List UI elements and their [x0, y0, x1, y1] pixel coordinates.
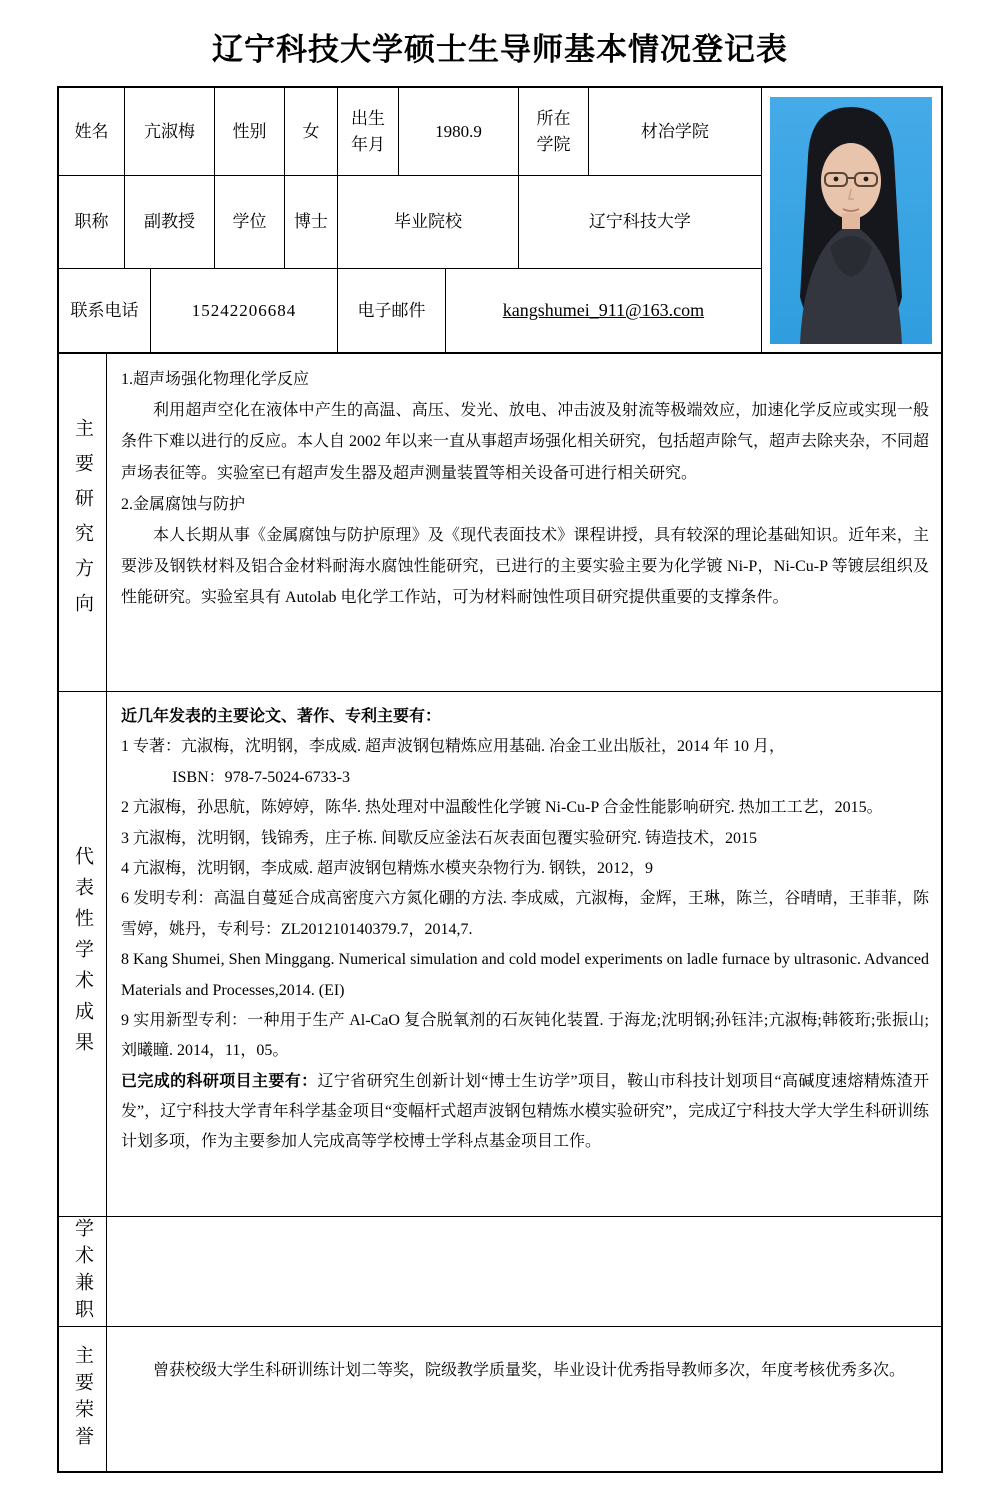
- info-row-2: [59, 176, 762, 269]
- publication-item: 1 专著：亢淑梅，沈明钢，李成威. 超声波钢包精炼应用基础. 冶金工业出版社，2014 年 10 月，: [121, 738, 786, 756]
- email-cell: [446, 269, 762, 353]
- research-content: [107, 354, 941, 691]
- photo-cell: [762, 88, 941, 353]
- honors-label-col: [59, 1327, 107, 1471]
- research-paragraph: 1.超声场强化物理化学反应: [121, 371, 310, 388]
- honors-label: 主要荣誉: [72, 1345, 93, 1453]
- completed-projects: [121, 1067, 929, 1158]
- research-label: 主要研究方向: [72, 417, 93, 628]
- gender-label: 性别: [215, 88, 285, 176]
- achievements-content: [107, 692, 941, 1216]
- publication-item: 2 亢淑梅，孙思航，陈婷婷，陈华. 热处理对中温酸性化学镀 Ni-Cu-P 合金性能影响研究. 热加工工艺，2015。: [121, 799, 883, 817]
- publication-item: 8 Kang Shumei, Shen Minggang. Numerical simulation and cold model experiments on ladle furnace by ultrasonic. Advanced Materials and Processes,2014. (EI): [121, 951, 929, 999]
- section-honors: [59, 1326, 941, 1471]
- research-paragraph: 利用超声空化在液体中产生的高温、高压、发光、放电、冲击波及射流等极端效应，加速化学反应或实现一般条件下难以进行的反应。本人自 2002 年以来一直从事超声场强化相关研究，包括超声除气，超声去除夹杂，不同超声场表征等。实验室已有超声发生器及超声测量装置等相关设备可进行相关研究。: [121, 402, 930, 482]
- email-link[interactable]: kangshumei_911@163.com: [502, 300, 705, 320]
- honors-text: 曾获校级大学生科研训练计划二等奖，院级教学质量奖，毕业设计优秀指导教师多次，年度考核优秀多次。: [153, 1362, 906, 1379]
- college-value: 材冶学院: [589, 88, 762, 176]
- gender-value: 女: [285, 88, 338, 176]
- parttime-label: 学术兼职: [72, 1217, 93, 1326]
- achievements-heading: 近几年发表的主要论文、著作、专利主要有：: [121, 708, 442, 725]
- publication-item: 3 亢淑梅，沈明钢，钱锦秀，庄子栋. 间歇反应釜法石灰表面包覆实验研究. 铸造技术，2015: [121, 829, 758, 847]
- portrait-photo: [770, 97, 932, 344]
- completed-projects-lead: 已完成的科研项目主要有：: [121, 1072, 318, 1090]
- parttime-label-col: [59, 1217, 107, 1326]
- parttime-content: [107, 1217, 941, 1326]
- research-paragraph: 本人长期从事《金属腐蚀与防护原理》及《现代表面技术》课程讲授，具有较深的理论基础知识。近年来，主要涉及钢铁材料及铝合金材料耐海水腐蚀性能研究，已进行的主要实验主要为化学镀 Ni-P，Ni-Cu-P 等镀层组织及性能研究。实验室具有 Autolab 电化学工作站，可为材料耐蚀性项目研究提供重要的支撑条件。: [121, 526, 929, 607]
- birth-value: 1980.9: [399, 88, 519, 176]
- research-paragraph: 2.金属腐蚀与防护: [121, 495, 246, 513]
- publication-item: 4 亢淑梅，沈明钢，李成威. 超声波钢包精炼水模夹杂物行为. 钢铁，2012，9: [121, 859, 654, 877]
- name-label: 姓名: [59, 88, 125, 176]
- job-title-value: 副教授: [125, 176, 215, 269]
- email-label: 电子邮件: [338, 269, 446, 353]
- phone-label: 联系电话: [59, 269, 151, 353]
- grad-school-value: 辽宁科技大学: [519, 176, 762, 269]
- birth-label: 出生年月: [338, 88, 399, 176]
- name-value: 亢淑梅: [125, 88, 215, 176]
- section-achievements: [59, 691, 941, 1216]
- achievements-label-col: [59, 692, 107, 1216]
- grad-school-label: 毕业院校: [338, 176, 519, 269]
- achievements-label: 代表性学术成果: [72, 845, 93, 1063]
- publication-item: 9 实用新型专利：一种用于生产 Al-CaO 复合脱氧剂的石灰钝化装置. 于海龙;沈明钢;孙钰沣;亢淑梅;韩筱珩;张振山;刘曦瞳. 2014，11，05。: [121, 1011, 929, 1060]
- info-row-1: [59, 88, 762, 176]
- college-label: 所在学院: [519, 88, 589, 176]
- job-title-label: 职称: [59, 176, 125, 269]
- section-research: [59, 353, 941, 691]
- info-row-3: [59, 269, 762, 353]
- publication-item: 6 发明专利：高温自蔓延合成高密度六方氮化硼的方法. 李成威，亢淑梅，金辉，王琳，陈兰，谷晴晴，王菲菲，陈雪婷，姚丹，专利号：ZL201210140379.7，2014,7.: [121, 890, 929, 938]
- honors-content: [107, 1327, 941, 1471]
- phone-value: 15242206684: [151, 269, 338, 353]
- research-label-col: [59, 354, 107, 691]
- basic-info-area: [59, 88, 941, 353]
- degree-value: 博士: [285, 176, 338, 269]
- section-parttime: [59, 1216, 941, 1326]
- completed-projects-text: 辽宁省研究生创新计划“博士生访学”项目，鞍山市科技计划项目“高碱度速熔精炼渣开发”，辽宁科技大学青年科学基金项目“变幅杆式超声波钢包精炼水模实验研究”，完成辽宁科技大学大学生科研训练计划多项，作为主要参加人完成高等学校博士学科点基金项目工作。: [121, 1072, 929, 1151]
- publication-isbn: ISBN：978-7-5024-6733-3: [172, 768, 350, 786]
- degree-label: 学位: [215, 176, 285, 269]
- registration-table: [57, 86, 943, 1473]
- page-title: 辽宁科技大学硕士生导师基本情况登记表: [212, 32, 788, 67]
- basic-info-grid: [59, 88, 762, 353]
